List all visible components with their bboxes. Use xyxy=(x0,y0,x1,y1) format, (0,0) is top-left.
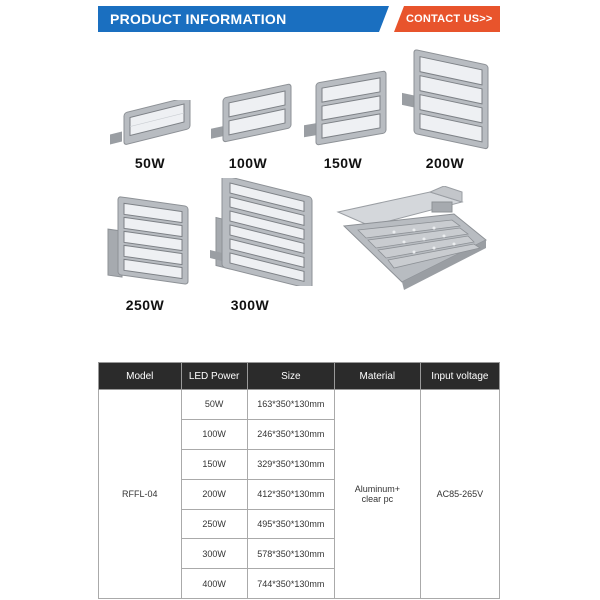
product-image-250w xyxy=(100,190,196,286)
header-model: Model xyxy=(99,363,182,390)
header-input-voltage: Input voltage xyxy=(420,363,499,390)
product-label-250w: 250W xyxy=(125,297,165,313)
product-image-100w xyxy=(205,82,297,146)
product-image-50w xyxy=(104,100,196,146)
size-cell: 163*350*130mm xyxy=(247,390,334,420)
size-cell: 246*350*130mm xyxy=(247,419,334,449)
material-cell xyxy=(335,390,421,599)
power-cell: 250W xyxy=(181,509,247,539)
table-row xyxy=(99,390,500,420)
voltage-cell: AC85-265V xyxy=(420,390,499,599)
header-material: Material xyxy=(335,363,421,390)
size-cell: 412*350*130mm xyxy=(247,479,334,509)
power-cell: 300W xyxy=(181,539,247,569)
power-cell: 200W xyxy=(181,479,247,509)
product-image-200w xyxy=(398,46,494,150)
header-led-power: LED Power xyxy=(181,363,247,390)
power-cell: 400W xyxy=(181,569,247,599)
product-image-150w xyxy=(300,70,392,150)
spec-table xyxy=(98,362,500,599)
header-size: Size xyxy=(247,363,334,390)
model-cell: RFFL-04 xyxy=(99,390,182,599)
product-image-300w xyxy=(202,178,322,286)
product-label-150w: 150W xyxy=(323,155,363,171)
page-title: PRODUCT INFORMATION xyxy=(110,11,287,27)
header-banner xyxy=(98,6,500,32)
power-cell: 50W xyxy=(181,390,247,420)
material-line-1: Aluminum+ xyxy=(354,484,400,495)
product-label-100w: 100W xyxy=(228,155,268,171)
product-label-50w: 50W xyxy=(134,155,166,171)
size-cell: 578*350*130mm xyxy=(247,539,334,569)
product-image-rear-view xyxy=(334,186,490,296)
table-header-row xyxy=(99,363,500,390)
size-cell: 329*350*130mm xyxy=(247,449,334,479)
product-label-300w: 300W xyxy=(230,297,270,313)
material-line-2: clear pc xyxy=(361,494,394,505)
contact-us-label[interactable]: CONTACT US>> xyxy=(406,13,493,25)
power-cell: 150W xyxy=(181,449,247,479)
power-cell: 100W xyxy=(181,419,247,449)
size-cell: 744*350*130mm xyxy=(247,569,334,599)
size-cell: 495*350*130mm xyxy=(247,509,334,539)
product-label-200w: 200W xyxy=(425,155,465,171)
